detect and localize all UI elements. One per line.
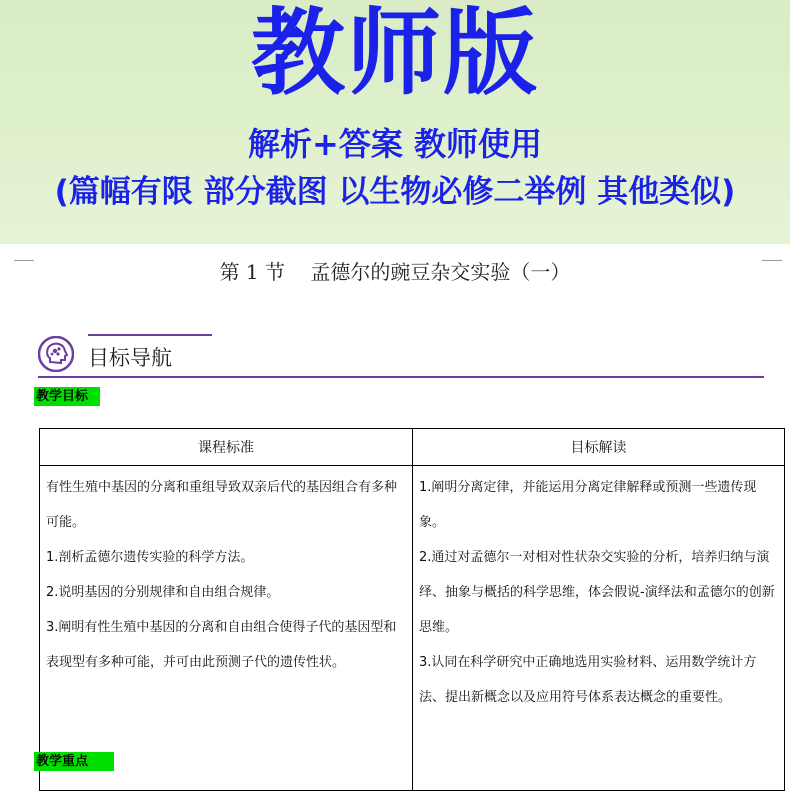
- teaching-goals-tag: 教学目标: [34, 387, 100, 406]
- table-header-row: [40, 429, 785, 466]
- curriculum-item: 3.阐明有性生殖中基因的分离和自由组合使得子代的基因型和表现型有多种可能，并可由此预测子代的遗传性状。: [46, 620, 397, 670]
- interpretation-cell: [413, 466, 785, 791]
- banner-subtitle: 解析+答案 教师使用: [248, 125, 542, 163]
- curriculum-item: 1.剖析孟德尔遗传实验的科学方法。: [46, 550, 254, 565]
- nav-underline: [38, 376, 764, 378]
- interpretation-item: 3.认同在科学研究中正确地选用实验材料、运用数学统计方法、提出新概念以及应用符号体系表达概念的重要性。: [419, 655, 757, 705]
- table-row: [40, 466, 785, 791]
- interpretation-item: 1.阐明分离定律，并能运用分离定律解释或预测一些遗传现象。: [419, 480, 757, 530]
- column-header-interpretation: 目标解读: [413, 429, 785, 466]
- brain-head-icon: [38, 336, 74, 372]
- curriculum-item: 有性生殖中基因的分离和重组导致双亲后代的基因组合有多种可能。: [46, 480, 398, 530]
- banner-title: 教师版: [250, 0, 539, 108]
- key-points-tag: 教学重点: [34, 752, 114, 771]
- curriculum-cell: [40, 466, 413, 791]
- goal-navigation-header: [38, 332, 764, 380]
- goals-table: [39, 428, 785, 791]
- curriculum-item: 2.说明基因的分别规律和自由组合规律。: [46, 585, 280, 600]
- banner-note: (篇幅有限 部分截图 以生物必修二举例 其他类似): [54, 174, 736, 210]
- nav-top-rule: [88, 334, 212, 336]
- section-heading: 第 1 节 孟德尔的豌豆杂交实验（一）: [219, 260, 571, 284]
- document-page: [0, 244, 790, 776]
- interpretation-item: 2.通过对孟德尔一对相对性状杂交实验的分析，培养归纳与演绎、抽象与概括的科学思维，体会假说-演绎法和孟德尔的创新思维。: [419, 550, 775, 635]
- column-header-curriculum: 课程标准: [40, 429, 413, 466]
- nav-title: 目标导航: [88, 346, 172, 370]
- teacher-edition-banner: [0, 0, 790, 244]
